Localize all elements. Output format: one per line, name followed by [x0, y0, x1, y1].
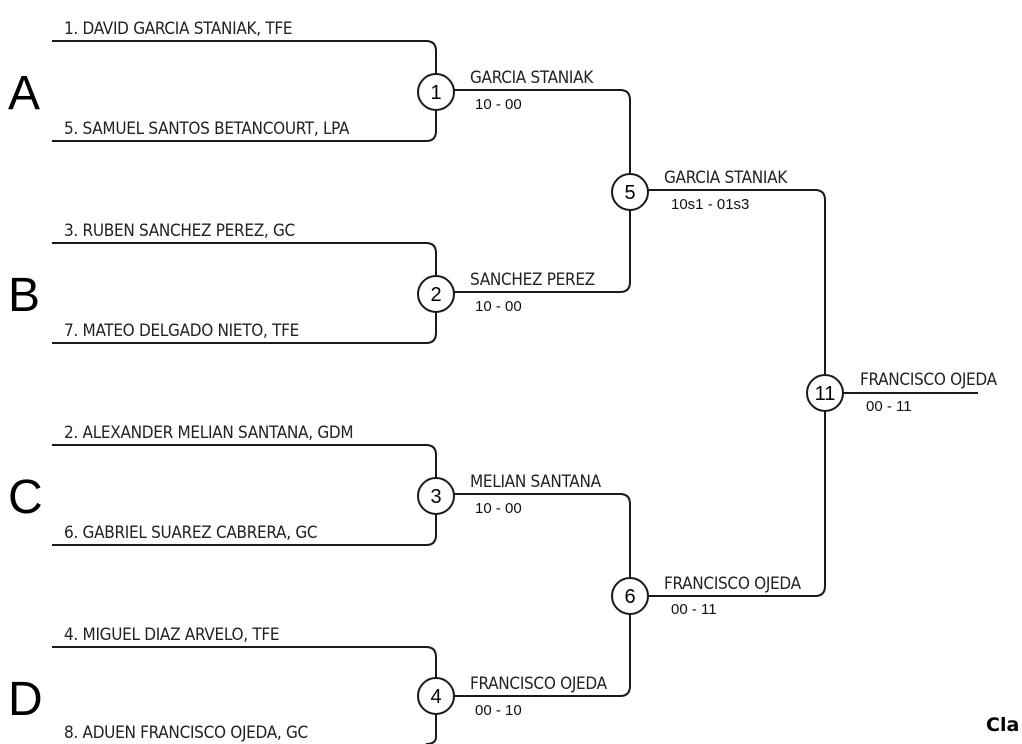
match-5-badge — [612, 174, 648, 210]
match-number: 6 — [624, 586, 636, 608]
match-11-winner: FRANCISCO OJEDA — [860, 370, 997, 390]
match-1-winner: GARCIA STANIAK — [470, 68, 594, 88]
player-name: 1. DAVID GARCIA STANIAK, TFE — [64, 19, 293, 39]
match-3-winner: MELIAN SANTANA — [470, 472, 601, 492]
match-4-winner: FRANCISCO OJEDA — [470, 674, 607, 694]
match-number: 5 — [624, 182, 636, 204]
match-6-winner: FRANCISCO OJEDA — [664, 574, 801, 594]
player-name: 2. ALEXANDER MELIAN SANTANA, GDM — [64, 423, 354, 443]
match-6-score: 00 - 11 — [671, 601, 717, 618]
match-4-badge — [418, 678, 454, 714]
match-3-score: 10 - 00 — [475, 500, 522, 517]
match-6-badge — [612, 578, 648, 614]
match-4-score: 00 - 10 — [475, 702, 522, 719]
match-11-score: 00 - 11 — [866, 398, 912, 415]
match-1-score: 10 - 00 — [475, 96, 522, 113]
group-letter-b: B — [8, 269, 41, 322]
cut-off-heading: Cla — [986, 714, 1020, 736]
match-2-score: 10 - 00 — [475, 298, 522, 315]
bracket-match-11 — [630, 190, 825, 596]
group-letter-d: D — [8, 673, 43, 726]
match-5-score: 10s1 - 01s3 — [671, 196, 750, 213]
player-name: 8. ADUEN FRANCISCO OJEDA, GC — [64, 723, 308, 743]
player-name: 6. GABRIEL SUAREZ CABRERA, GC — [64, 523, 318, 543]
bracket-match-5 — [436, 90, 630, 292]
player-name: 3. RUBEN SANCHEZ PEREZ, GC — [64, 221, 295, 241]
group-letter-c: C — [8, 471, 43, 524]
player-name: 7. MATEO DELGADO NIETO, TFE — [64, 321, 300, 341]
match-2-badge — [418, 276, 454, 312]
match-5-winner: GARCIA STANIAK — [664, 168, 788, 188]
bracket-match-6 — [436, 494, 630, 696]
match-2-winner: SANCHEZ PEREZ — [470, 270, 595, 290]
player-name: 4. MIGUEL DIAZ ARVELO, TFE — [64, 625, 280, 645]
match-number: 11 — [814, 383, 836, 405]
match-number: 3 — [430, 486, 442, 508]
group-letter-a: A — [8, 67, 41, 120]
match-1-badge — [418, 74, 454, 110]
match-number: 2 — [430, 284, 442, 306]
match-3-badge — [418, 478, 454, 514]
match-number: 4 — [430, 686, 442, 708]
match-11-badge — [807, 375, 843, 411]
player-name: 5. SAMUEL SANTOS BETANCOURT, LPA — [64, 119, 350, 139]
match-number: 1 — [430, 82, 442, 104]
